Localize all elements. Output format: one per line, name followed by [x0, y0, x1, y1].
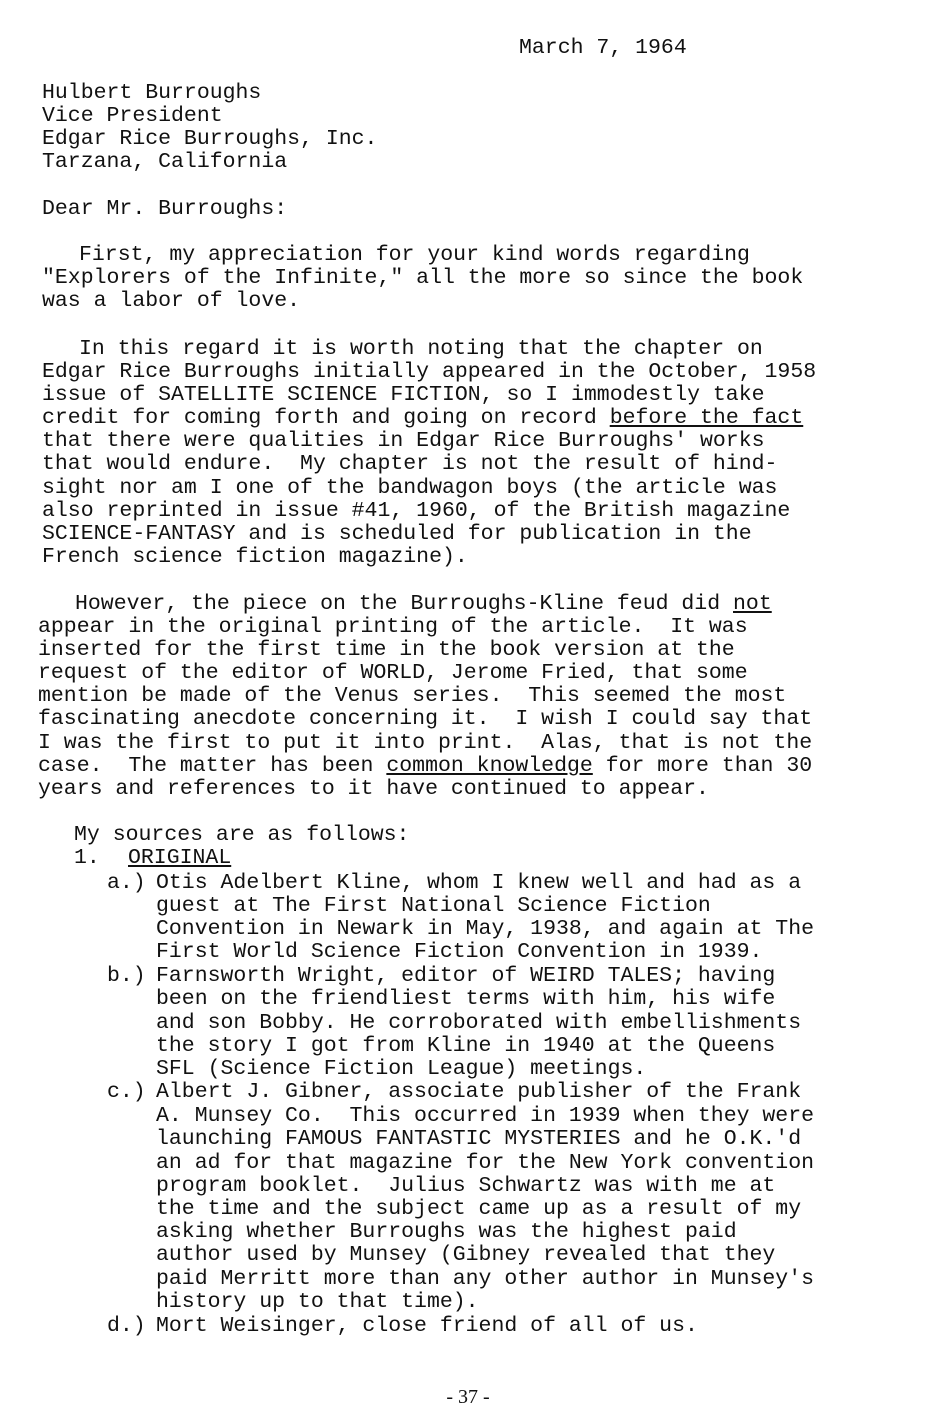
source-line: launching FAMOUS FANTASTIC MYSTERIES and he O.K.'d — [156, 1127, 802, 1151]
paragraph-line: I was the first to put it into print. Alas, that is not the — [38, 731, 813, 755]
paragraph-line: appear in the original printing of the article. It was — [38, 615, 748, 639]
paragraph-line: First, my appreciation for your kind words regarding — [79, 243, 750, 267]
sources-heading: ORIGINAL — [128, 846, 232, 870]
paragraph-line: that would endure. My chapter is not the result of hind- — [42, 452, 778, 476]
paragraph-line: issue of SATELLITE SCIENCE FICTION, so I immodestly take — [42, 383, 765, 407]
paragraph-line: inserted for the first time in the book version at the — [38, 638, 735, 662]
paragraph-line: In this regard it is worth noting that the chapter on — [79, 337, 763, 361]
source-line: Albert J. Gibner, associate publisher of the Frank — [156, 1080, 802, 1104]
paragraph-line — [75, 594, 772, 616]
source-line: asking whether Burroughs was the highest paid — [156, 1220, 737, 1244]
source-line: been on the friendliest terms with him, his wife — [156, 987, 776, 1011]
text-run: However, the piece on the Burroughs-Kline feud did — [75, 592, 734, 616]
paragraph-line: SCIENCE-FANTASY and is scheduled for publication in the — [42, 522, 752, 546]
source-line: and son Bobby. He corroborated with embellishments — [156, 1011, 802, 1035]
page-number: - 37 - — [446, 1386, 490, 1408]
underlined-phrase: common knowledge — [386, 754, 593, 778]
source-line: First World Science Fiction Convention in 1939. — [156, 940, 763, 964]
source-line: Convention in Newark in May, 1938, and again at The — [156, 917, 815, 941]
source-line: history up to that time). — [156, 1290, 479, 1314]
recipient-company: Edgar Rice Burroughs, Inc. — [42, 127, 378, 151]
paragraph-line — [38, 756, 812, 778]
source-line: the story I got from Kline in 1940 at the Queens — [156, 1034, 776, 1058]
source-line: program booklet. Julius Schwartz was with me at — [156, 1174, 776, 1198]
paragraph-line: was a labor of love. — [42, 289, 301, 313]
letter-date: March 7, 1964 — [519, 36, 687, 60]
source-line: Otis Adelbert Kline, whom I knew well and had as a — [156, 871, 802, 895]
sources-intro: My sources are as follows: — [74, 823, 410, 847]
recipient-title: Vice President — [42, 104, 223, 128]
text-run: credit for coming forth and going on record — [42, 406, 610, 430]
source-line: author used by Munsey (Gibney revealed that they — [156, 1243, 776, 1267]
source-line: SFL (Science Fiction League) meetings. — [156, 1057, 647, 1081]
source-line: A. Munsey Co. This occurred in 1939 when they were — [156, 1104, 815, 1128]
paragraph-line: sight nor am I one of the bandwagon boys (the article was — [42, 476, 778, 500]
source-line: Farnsworth Wright, editor of WEIRD TALES; having — [156, 964, 776, 988]
sources-heading-number: 1. — [74, 846, 100, 870]
paragraph-line — [42, 408, 803, 430]
paragraph-line: request of the editor of WORLD, Jerome Fried, that some — [38, 661, 748, 685]
text-run: case. The matter has been — [38, 754, 387, 778]
paragraph-line: French science fiction magazine). — [42, 545, 468, 569]
paragraph-line: that there were qualities in Edgar Rice Burroughs' works — [42, 429, 765, 453]
recipient-name: Hulbert Burroughs — [42, 81, 262, 105]
source-line: an ad for that magazine for the New York convention — [156, 1151, 815, 1175]
paragraph-line: fascinating anecdote concerning it. I wish I could say that — [38, 707, 813, 731]
paragraph-line: also reprinted in issue #41, 1960, of the British magazine — [42, 499, 791, 523]
recipient-location: Tarzana, California — [42, 150, 288, 174]
paragraph-line: "Explorers of the Infinite," all the more so since the book — [42, 266, 804, 290]
source-item-label: d.) — [107, 1314, 146, 1338]
source-line: paid Merritt more than any other author in Munsey's — [156, 1267, 815, 1291]
paragraph-line: mention be made of the Venus series. This seemed the most — [38, 684, 787, 708]
underlined-phrase: before the fact — [609, 406, 804, 430]
source-item-label: c.) — [107, 1080, 146, 1104]
source-line: the time and the subject came up as a result of my — [156, 1197, 802, 1221]
paragraph-line: Edgar Rice Burroughs initially appeared in the October, 1958 — [42, 360, 817, 384]
underlined-word: not — [733, 592, 772, 616]
paragraph-line: years and references to it have continued to appear. — [38, 777, 709, 801]
source-line: Mort Weisinger, close friend of all of us. — [156, 1314, 698, 1338]
text-run: for more than 30 — [592, 754, 813, 778]
salutation: Dear Mr. Burroughs: — [42, 197, 288, 221]
source-item-label: b.) — [107, 964, 146, 988]
source-item-label: a.) — [107, 871, 146, 895]
source-line: guest at The First National Science Fiction — [156, 894, 711, 918]
